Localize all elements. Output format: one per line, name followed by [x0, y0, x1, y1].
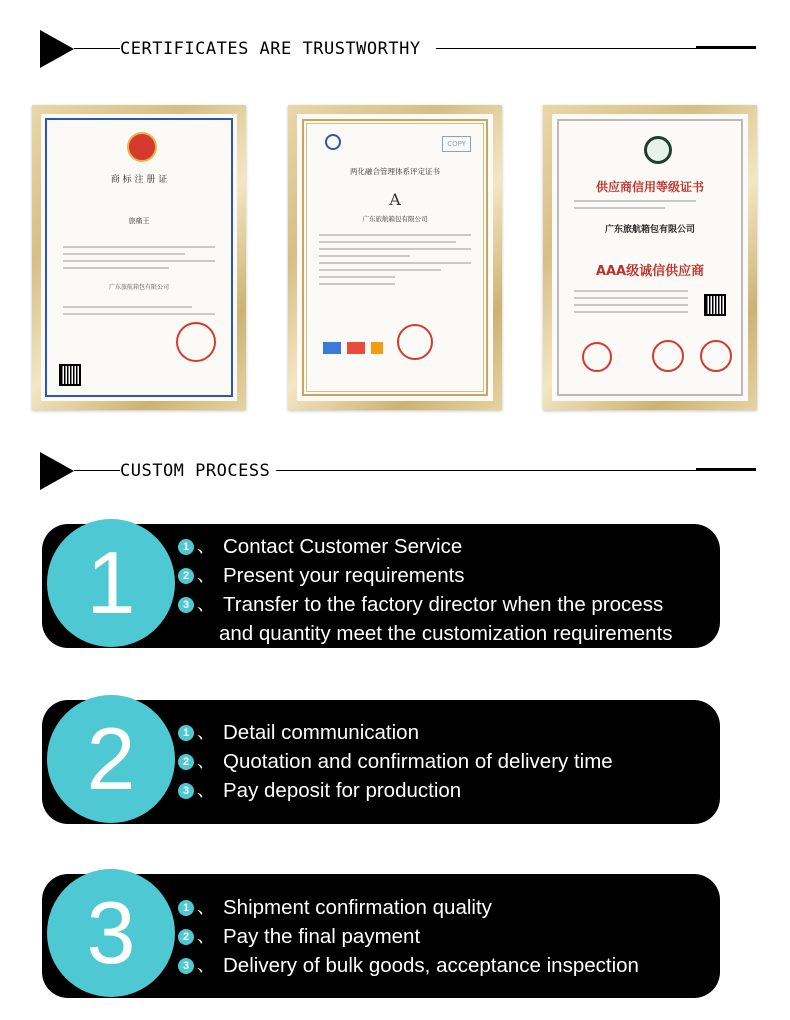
step-number: 1: [86, 533, 136, 632]
certificates-section-title: CERTIFICATES ARE TRUSTWORTHY: [120, 39, 421, 59]
trademark-certificate: [32, 105, 246, 410]
step-text: Delivery of bulk goods, acceptance inspection: [223, 954, 639, 977]
step-text: Contact Customer Service: [223, 535, 463, 558]
step-separator: 、: [197, 594, 215, 614]
step-text: and quantity meet the customization requirements: [219, 622, 673, 645]
certificate-paper: [41, 114, 237, 401]
step-badge: 3: [178, 783, 194, 799]
credit-certificate-title: 供应商信用等级证书: [595, 180, 704, 194]
step-item: [178, 951, 700, 980]
management-certificate: [288, 105, 502, 410]
trademark-text-lines-2: [63, 306, 215, 320]
copy-stamp: COPY: [442, 136, 471, 152]
step-number: 2: [86, 709, 136, 808]
step-separator: 、: [197, 536, 215, 556]
step-badge: 3: [178, 958, 194, 974]
header-rule-bar: [696, 468, 756, 471]
credit-rating: AAA级诚信供应商: [595, 264, 705, 279]
triangle-marker-icon: [40, 452, 74, 490]
step-item-continued: [178, 619, 700, 648]
rating-logo-icon: [644, 136, 672, 164]
triangle-marker-icon: [40, 30, 74, 68]
qr-code-icon: [59, 364, 81, 386]
management-grade: A: [389, 190, 401, 209]
step-badge: 1: [178, 539, 194, 555]
process-card-2: [42, 700, 720, 824]
header-rule-left: [74, 48, 124, 49]
header-rule-bar: [696, 46, 756, 49]
credit-text-lines: [574, 200, 726, 214]
step-badge: 1: [178, 725, 194, 741]
credit-company: 广东旅航箱包有限公司: [604, 225, 695, 235]
header-rule-right: [276, 470, 756, 471]
step-item: [178, 747, 700, 776]
step-text: Pay the final payment: [223, 925, 421, 948]
step-text: Transfer to the factory director when the process: [223, 593, 664, 616]
credit-rating-certificate: [543, 105, 757, 410]
partner-logos: [323, 342, 383, 354]
step-separator: 、: [197, 926, 215, 946]
header-rule-left: [74, 470, 124, 471]
red-seal-stamp-icon: [176, 322, 216, 362]
step-item: [178, 532, 700, 561]
society-logo-icon: [325, 134, 341, 150]
step-badge: 2: [178, 929, 194, 945]
step-list: [178, 893, 700, 980]
step-text: Present your requirements: [223, 564, 465, 587]
trademark-brand: 旅痛王: [128, 217, 150, 225]
step-separator: 、: [197, 897, 215, 917]
step-number-circle: [47, 869, 175, 997]
certificates-section-header: [40, 30, 756, 68]
step-badge: 2: [178, 754, 194, 770]
credit-text-lines-2: [574, 290, 688, 318]
management-certificate-title: 两化融合管理体系评定证书: [350, 167, 440, 176]
trademark-company-line: 广东旅航箱包有限公司: [108, 284, 169, 291]
step-number-circle: [47, 695, 175, 823]
certificate-paper: [552, 114, 748, 401]
step-list: [178, 718, 700, 805]
step-badge: 1: [178, 900, 194, 916]
process-card-3: [42, 874, 720, 998]
step-badge: 2: [178, 568, 194, 584]
red-seal-stamp-icon: [582, 342, 612, 372]
step-text: Detail communication: [223, 721, 419, 744]
red-seal-stamp-icon: [397, 324, 433, 360]
management-text-lines: [319, 234, 471, 290]
process-section-title: CUSTOM PROCESS: [120, 461, 271, 481]
step-item: [178, 893, 700, 922]
process-section-header: [40, 452, 756, 490]
trademark-text-lines: [63, 246, 215, 274]
step-item: [178, 590, 700, 619]
step-separator: 、: [197, 565, 215, 585]
national-emblem-icon: [127, 132, 157, 162]
step-number-circle: [47, 519, 175, 647]
step-text: Shipment confirmation quality: [223, 896, 492, 919]
step-separator: 、: [197, 780, 215, 800]
step-separator: 、: [197, 751, 215, 771]
red-seal-stamp-icon: [652, 340, 684, 372]
qr-code-icon: [704, 294, 726, 316]
certificate-paper: [297, 114, 493, 401]
step-text: Quotation and confirmation of delivery time: [223, 750, 613, 773]
trademark-certificate-title: 商 标 注 册 证: [110, 175, 168, 185]
step-item: [178, 561, 700, 590]
red-seal-stamp-icon: [700, 340, 732, 372]
step-number: 3: [86, 883, 136, 982]
process-card-1: [42, 524, 720, 648]
step-item: [178, 776, 700, 805]
step-separator: 、: [197, 722, 215, 742]
step-text: Pay deposit for production: [223, 779, 462, 802]
step-separator: 、: [197, 955, 215, 975]
step-item: [178, 922, 700, 951]
step-badge: 3: [178, 597, 194, 613]
step-list: [178, 532, 700, 648]
step-item: [178, 718, 700, 747]
management-company: 广东旅航箱包有限公司: [362, 215, 428, 223]
